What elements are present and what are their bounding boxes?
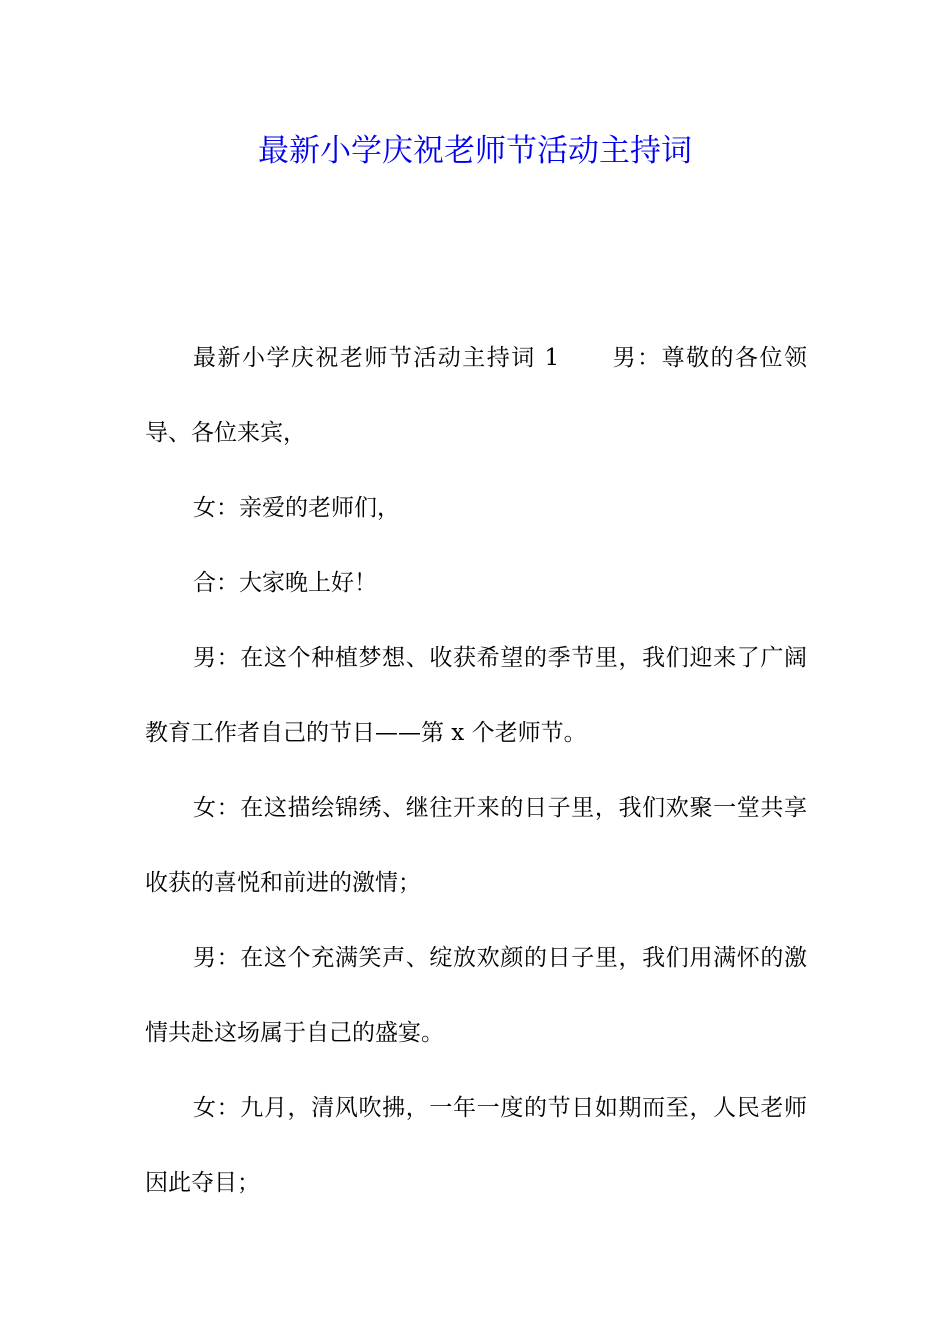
paragraph-7: 女：九月，清风吹拂，一年一度的节日如期而至，人民老师因此夺目； xyxy=(145,1095,807,1196)
document-title: 最新小学庆祝老师节活动主持词 xyxy=(258,133,692,169)
document-body xyxy=(145,321,807,1221)
paragraph-text: 男：尊敬的各位领导、各位来宾， xyxy=(145,345,807,446)
paragraph-6: 男：在这个充满笑声、绽放欢颜的日子里，我们用满怀的激情共赴这场属于自己的盛宴。 xyxy=(145,945,807,1046)
paragraph-2: 女：亲爱的老师们， xyxy=(193,495,400,521)
paragraph-3: 合：大家晚上好！ xyxy=(193,570,377,596)
section-heading: 最新小学庆祝老师节活动主持词 1 xyxy=(193,345,560,371)
paragraph-1 xyxy=(145,321,807,471)
paragraph-5: 女：在这描绘锦绣、继往开来的日子里，我们欢聚一堂共享收获的喜悦和前进的激情； xyxy=(145,795,807,896)
paragraph-4: 男：在这个种植梦想、收获希望的季节里，我们迎来了广阔教育工作者自己的节日——第 x 个老师节。 xyxy=(145,645,807,746)
